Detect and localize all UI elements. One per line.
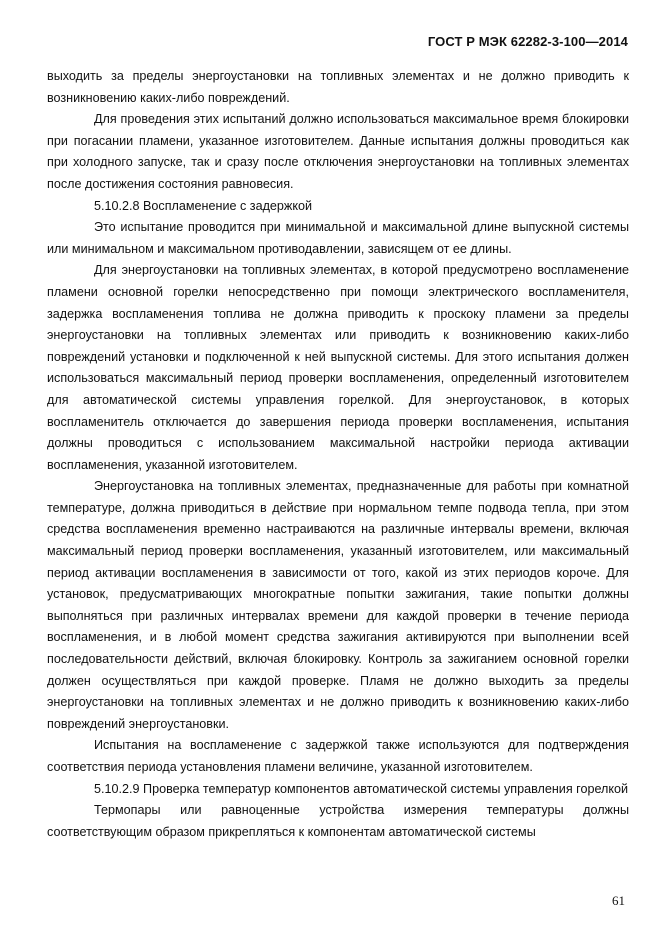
section-heading-delayed-ignition: 5.10.2.8 Воспламенение с задержкой	[94, 198, 313, 213]
paragraph-continuation: выходить за пределы энергоустановки на топливных элементах и не должно приводить к возникновению каких-либо повреждений.	[47, 69, 629, 105]
paragraph-electric-igniter: Для энергоустановки на топливных элементах, в которой предусмотрено воспламенение пламени основной горелки непосредственно при помощи электрического воспламенителя, задержка воспламенения топлива не должна приводить к проскоку пламени за пределы энергоустановки на топливных элементах или приводить к возникновению каких-либо повреждений установки и подключенной к ней выпускной системы. Для этого испытания должен использоваться максимальный период проверки воспламенения, определенный изготовителем для автоматической системы управления горелкой. Для энергоустановок, в которых воспламенитель отключается до завершения периода проверки воспламенения, испытания должны проводиться с использованием максимальной настройки периода активации воспламенения, указанной изготовителем.	[47, 263, 629, 472]
paragraph-room-temperature-operation: Энергоустановка на топливных элементах, предназначенные для работы при комнатной температуре, должна приводиться в действие при нормальном темпе подвода тепла, при этом средства воспламенения временно настраиваются на различные интервалы времени, включая максимальный период проверки воспламенения, указанный изготовителем, или максимальный период активации воспламенения в зависимости от того, какой из этих периодов короче. Для установок, предусматривающих многократные попытки зажигания, такие попытки должны выполняться при различных интервалах времени для каждой проверки в течение периода воспламенения, и в любой момент средства зажигания активируются при выполнении всей последовательности действий, включая блокировку. Контроль за зажиганием основной горелки должен осуществляться при каждой проверке. Пламя не должно выходить за пределы энергоустановки на топливных элементах и не должно приводить к возникновению каких-либо повреждений энергоустановки.	[47, 479, 629, 731]
section-heading-component-temperatures: 5.10.2.9 Проверка температур компонентов автоматической системы управления горелкой	[94, 781, 629, 796]
paragraph-flame-failure-test: Для проведения этих испытаний должно использоваться максимальное время блокировки при погасании пламени, указанное изготовителем. Данные испытания должны проводиться как при холодного запуске, так и сразу после отключения энергоустановки на топливных элементах после достижения состояния равновесия.	[47, 112, 629, 191]
page-number: 61	[612, 893, 625, 908]
document-body	[47, 66, 629, 843]
standard-header: ГОСТ Р МЭК 62282-3-100—2014	[427, 34, 628, 49]
paragraph-flame-establishment: Испытания на воспламенение с задержкой также используются для подтверждения соответствия периода установления пламени величине, указанной изготовителем.	[47, 738, 629, 774]
paragraph-exhaust-length: Это испытание проводится при минимальной и максимальной длине выпускной системы или минимальном и максимальном противодавлении, зависящем от ее длины.	[47, 220, 629, 256]
paragraph-thermocouples: Термопары или равноценные устройства измерения температуры должны соответствующим образом прикрепляться к компонентам автоматической системы	[47, 803, 629, 839]
